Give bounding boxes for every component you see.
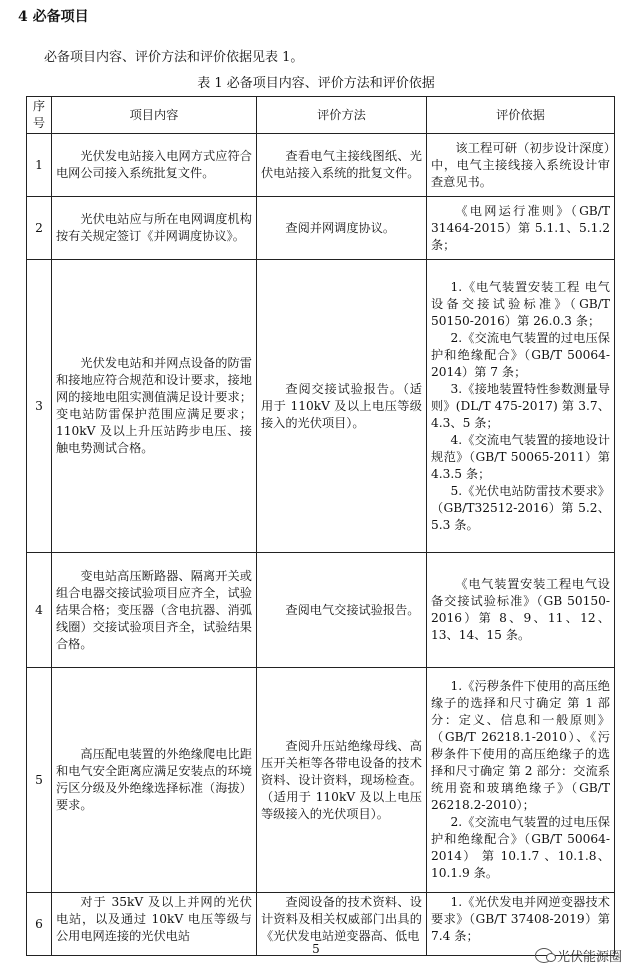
row-content: 对于 35kV 及以上并网的光伏电站，以及通过 10kV 电压等级与公用电网连接的光伏电站 xyxy=(52,893,257,956)
row-method: 查阅交接试验报告。（适用于 110kV 及以上电压等级接入的光伏项目）。 xyxy=(257,260,427,553)
watermark-text: 光伏能源圈 xyxy=(556,950,622,965)
row-basis xyxy=(427,553,615,668)
table-caption: 表 1 必备项目内容、评价方法和评价依据 xyxy=(197,76,435,91)
table-row xyxy=(27,134,615,197)
row-method: 查看电气主接线图纸、光伏电站接入系统的批复文件。 xyxy=(257,134,427,197)
row-content: 变电站高压断路器、隔离开关或组合电器交接试验项目应齐全，试验结果合格；变压器（含电抗器、消弧线圈）交接试验项目齐全，试验结果合格。 xyxy=(52,553,257,668)
row-num: 1 xyxy=(27,134,52,197)
row-basis xyxy=(427,134,615,197)
basis-item: 4.《交流电气装置的接地设计规范》（GB/T 50065-2011）第 4.3.5 条； xyxy=(431,432,610,481)
row-content: 光伏发电站接入电网方式应符合电网公司接入系统批复文件。 xyxy=(52,134,257,197)
basis-item: 该工程可研（初步设计深度）中，电气主接线接入系统设计审查意见书。 xyxy=(431,140,610,189)
header-method: 评价方法 xyxy=(257,97,427,134)
basis-item: 1.《光伏发电并网逆变器技术要求》（GB/T 37408-2019）第 7.4 条； xyxy=(431,895,610,943)
row-num: 6 xyxy=(27,893,52,956)
row-method: 查阅升压站绝缘母线、高压开关柜等各带电设备的技术资料、设计资料，现场检查。（适用于 110kV 及以上电压等级接入的光伏项目）。 xyxy=(257,668,427,893)
table-header-row xyxy=(27,97,615,134)
watermark xyxy=(535,946,622,965)
row-content: 高压配电装置的外绝缘爬电比距和电气安全距离应满足安装点的环境污区分级及外绝缘选择标准（海拔）要求。 xyxy=(52,668,257,893)
row-num: 2 xyxy=(27,197,52,260)
wechat-icon xyxy=(535,948,553,963)
table-row xyxy=(27,668,615,893)
page-number: 5 xyxy=(312,942,320,956)
header-content: 项目内容 xyxy=(52,97,257,134)
table-row xyxy=(27,197,615,260)
basis-item: 2.《交流电气装置的过电压保护和绝缘配合》（GB/T 50064-2014）第 7 条； xyxy=(431,330,610,379)
requirements-table xyxy=(26,96,615,956)
row-method: 查阅设备的技术资料、设计资料及相关权威部门出具的《光伏发电站逆变器高、低电 xyxy=(257,893,427,956)
basis-item: 1.《电气装置安装工程 电气设备交接试验标准》（GB/T 50150-2016）第 26.0.3 条； xyxy=(431,279,610,328)
row-content: 光伏电站应与所在电网调度机构按有关规定签订《并网调度协议》。 xyxy=(52,197,257,260)
row-method: 查阅并网调度协议。 xyxy=(257,197,427,260)
row-num: 3 xyxy=(27,260,52,553)
row-basis xyxy=(427,197,615,260)
header-num: 序号 xyxy=(27,97,52,134)
row-content: 光伏发电站和并网点设备的防雷和接地应符合规范和设计要求，接地网的接地电阻实测值满足设计要求；变电站防雷保护范围应满足要求；110kV 及以上升压站跨步电压、接触电势测试合格。 xyxy=(52,260,257,553)
intro-paragraph: 必备项目内容、评价方法和评价依据见表 1。 xyxy=(44,50,304,65)
section-title: 4 必备项目 xyxy=(18,9,89,25)
header-basis: 评价依据 xyxy=(427,97,615,134)
basis-item: 5.《光伏电站防雷技术要求》（GB/T32512-2016）第 5.2、5.3 条。 xyxy=(431,483,610,532)
row-basis xyxy=(427,668,615,893)
basis-item: 2.《交流电气装置的过电压保护和绝缘配合》（GB/T 50064-2014） 第 10.1.7 、10.1.8、10.1.9 条。 xyxy=(431,815,610,880)
basis-item: 3.《接地装置特性参数测量导则》(DL/T 475-2017) 第 3.7、4.3、5 条； xyxy=(431,381,610,430)
row-basis xyxy=(427,260,615,553)
table-row xyxy=(27,260,615,553)
row-num: 5 xyxy=(27,668,52,893)
row-method: 查阅电气交接试验报告。 xyxy=(257,553,427,668)
basis-item: 《电气装置安装工程电气设备交接试验标准》（GB 50150-2016）第 8、9、11、12、13、14、15 条。 xyxy=(431,577,610,642)
table-row xyxy=(27,553,615,668)
basis-item: 《电网运行准则》（GB/T 31464-2015）第 5.1.1、5.1.2 条； xyxy=(431,203,610,252)
basis-item: 1.《污秽条件下使用的高压绝缘子的选择和尺寸确定 第 1 部分：定义、信息和一般原则》（GB/T 26218.1-2010）、《污秽条件下使用的高压绝缘子的选择和尺寸确定 第 2 部分：交流系统用瓷和玻璃绝缘子》（GB/T 26218.2-2010）； xyxy=(431,679,610,812)
row-num: 4 xyxy=(27,553,52,668)
